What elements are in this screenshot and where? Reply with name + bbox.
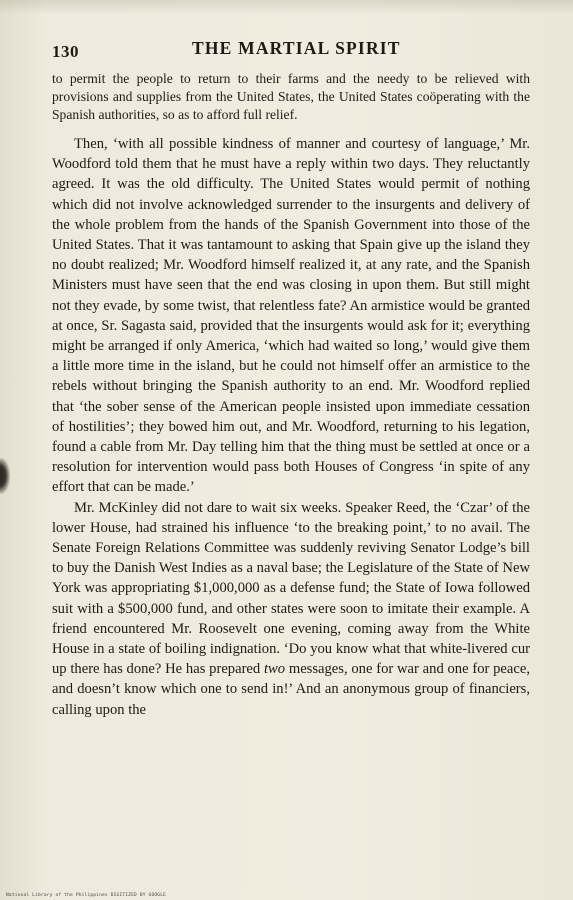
paragraph-3: [52, 498, 530, 720]
page-number: 130: [52, 42, 79, 61]
paragraph-3-text-a: Mr. McKinley did not dare to wait six weeks. Speaker Reed, the ‘Czar’ of the lower House, had strained his influence ‘to the breaking point,’ to no avail. The Senate Foreign Relations Committee was suddenly reviving Senator Lodge’s bill to buy the Danish West Indies as a naval base; the Legislature of the State of New York was appropriating $1,000,000 as a defense fund; the State of Iowa followed suit with a $500,000 fund, and other states were soon to imitate their example. A friend encountered Mr. Roosevelt one evening, coming away from the White House in a state of boiling indignation. ‘Do you know what that white-livered cur up there has done? He has prepared: [52, 499, 530, 678]
page-top-shadow: [0, 0, 573, 14]
page-header: [52, 38, 533, 68]
paragraph-3-text-b: messages, one for war and one for peace, and doesn’t know which one to send in!’ And an anonymous group of financiers, calling upon the: [52, 661, 530, 718]
binding-mark: [0, 458, 10, 494]
scan-footer: National Library of the Philippines DIGITIZED BY GOOGLE: [6, 893, 167, 898]
paragraph-1: to permit the people to return to their farms and the needy to be relieved with provisions and supplies from the United States, the United States coöperating with the Spanish authorities, so as to afford full relief.: [52, 71, 530, 122]
body-text: [52, 70, 530, 720]
paragraph-3-italic: two: [263, 661, 286, 678]
paragraph-2: Then, ‘with all possible kindness of manner and courtesy of language,’ Mr. Woodford told them that he must have a reply within two days. They reluctantly agreed. It was the old difficulty. The United States would permit of nothing which did not involve acknowledged surrender to the insurgents and delivery of the whole problem from the hands of the Spanish Government into those of the United States. That it was tantamount to asking that Spain give up the island they no doubt realized; Mr. Woodford himself realized it, at any rate, and the Spanish Ministers must have seen that the end was closing in upon them. But still might not they evade, by some twist, that relentless fate? An armistice would be granted at once, Sr. Sagasta said, provided that the insurgents would ask for it; everything might be arranged if only America, ‘which had waited so long,’ would give them a little more time in the island, but he could not himself offer an armistice to the rebels without bringing the Spanish authority to an end. Mr. Woodford replied that ‘the sober sense of the American people insisted upon immediate cessation of hostilities’; they bowed him out, and Mr. Woodford, returning to his legation, found a cable from Mr. Day telling him that the thing must be settled at once or a resolution for intervention would pass both Houses of Congress ‘in spite of any effort that can be made.’: [52, 136, 530, 496]
running-title: THE MARTIAL SPIRIT: [192, 38, 401, 58]
